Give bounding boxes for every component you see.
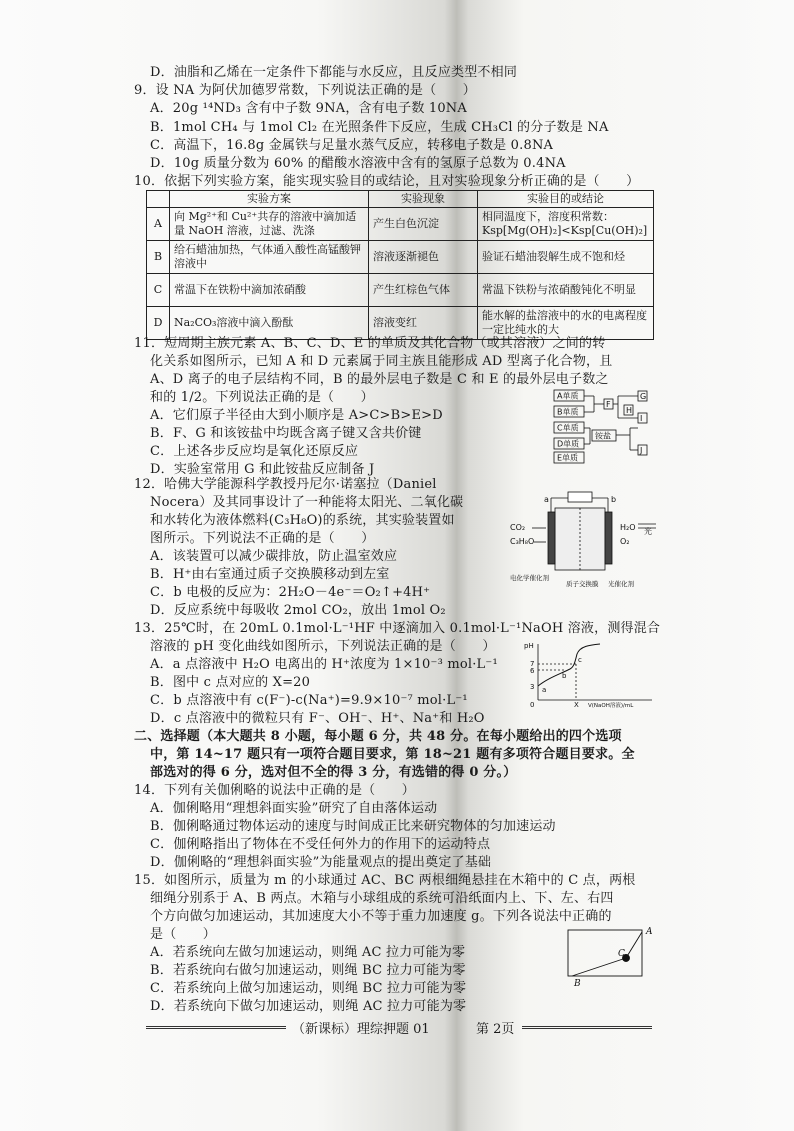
q12-option-b: B．H⁺由右室通过质子交换膜移动到左室 [150, 567, 390, 582]
q15-option-c: C．若系统向上做匀加速运动，则绳 BC 拉力可能为零 [150, 981, 467, 996]
q14-option-d: D．伽俐略的“理想斜面实验”为能量观点的提出奠定了基础 [150, 855, 492, 870]
table-cell: 相同温度下，溶度积常数：Ksp[Mg(OH)₂]<Ksp[Cu(OH)₂] [478, 208, 654, 241]
q14-option-a: A．伽俐略用“理想斜面实验”研究了自由落体运动 [150, 801, 438, 816]
ph-axis-label: pH [524, 642, 534, 650]
q15-stem-4: 是（ ） [150, 927, 217, 942]
table-cell: 能水解的盐溶液中的水的电离程度一定比纯水的大 [478, 307, 654, 340]
q9-option-a: A．20g ¹⁴ND₃ 含有中子数 9NA，含有电子数 10NA [150, 101, 467, 116]
q12-option-c: C．b 电极的反应为：2H₂O－4e⁻＝O₂↑+4H⁺ [150, 585, 431, 600]
q13-option-d: D．c 点溶液中的微粒只有 F⁻、OH⁻、H⁺、Na⁺和 H₂O [150, 711, 485, 726]
co2-label: CO₂ [510, 523, 526, 532]
q9-stem: 9．设 NA 为阿伏加德罗常数，下列说法正确的是（ ） [134, 83, 476, 98]
section2-stem-1: 二、选择题（本大题共 8 小题，每小题 6 分，共 48 分。在每小题给出的四个选项 [134, 729, 622, 744]
table-cell: B [147, 241, 170, 274]
label-g: G [640, 392, 647, 401]
q9-option-b: B．1mol CH₄ 与 1mol Cl₂ 在光照条件下反应，生成 CH₃Cl 的分子数是 NA [150, 120, 609, 135]
box-d-label: D单质 [557, 439, 580, 449]
table-cell: 向 Mg²⁺和 Cu²⁺共存的溶液中滴加适量 NaOH 溶液，过滤、洗涤 [170, 208, 369, 241]
table-header-cell [147, 191, 170, 208]
q13-option-b: B．图中 c 点对应的 X=20 [150, 675, 311, 690]
q9-option-c: C．高温下，16.8g 金属铁与足量水蒸气反应，转移电子数是 0.8NA [150, 138, 554, 153]
box-e-label: E单质 [557, 453, 579, 463]
q15-box-diagram [562, 924, 662, 990]
box-c-label: C单质 [557, 423, 579, 433]
q13-stem-2: 溶液的 pH 变化曲线如图所示，下列说法正确的是（ ） [150, 639, 496, 654]
q11-transformation-diagram [552, 388, 652, 466]
q11-option-c: C．上述各步反应均是氧化还原反应 [150, 444, 359, 459]
table-row [147, 241, 654, 274]
q12-stem-4: 图所示。下列说法不正确的是（ ） [150, 531, 375, 546]
section2-stem-3: 部选对的得 6 分，选对但不全的得 3 分，有选错的得 0 分。） [150, 765, 517, 780]
proton-exchange-membrane-label: 质子交换膜 [566, 580, 599, 588]
q11-stem-3: A、D 离子的电子层结构不同，B 的最外层电子数是 C 和 E 的最外层电子数之 [150, 372, 609, 387]
q12-option-d: D．反应系统中每吸收 2mol CO₂，放出 1mol O₂ [150, 603, 446, 618]
table-cell: 溶液逐渐褪色 [369, 241, 478, 274]
electrode-b-label: b [611, 495, 617, 504]
section2-stem-2: 中，第 14~17 题只有一项符合题目要求，第 18~21 题有多项符合题目要求。全 [150, 747, 635, 762]
table-cell: A [147, 208, 170, 241]
table-cell: 常温下在铁粉中滴加浓硝酸 [170, 274, 369, 307]
q15-option-a: A．若系统向左做匀加速运动，则绳 AC 拉力可能为零 [150, 945, 466, 960]
q14-stem: 14．下列有关伽俐略的说法中正确的是（ ） [134, 783, 415, 798]
q12-stem-2: Nocera）及其同事设计了一种能将太阳光、二氧化碳 [150, 495, 464, 510]
table-cell: 给石蜡油加热，气体通入酸性高锰酸钾溶液中 [170, 241, 369, 274]
footer-page-number: 第 2页 [476, 1022, 515, 1037]
q13-ph-curve [520, 640, 660, 710]
light-label: 光 [644, 527, 652, 536]
point-a: a [542, 686, 547, 694]
x-tick: X [574, 701, 579, 709]
box-b-label: B单质 [557, 407, 579, 417]
q12-stem-3: 和水转化为液体燃料(C₃H₈O)的系统，其实验装置如 [150, 513, 455, 528]
q13-stem-1: 13．25℃时，在 20mL 0.1mol·L⁻¹HF 中逐滴加入 0.1mol·L⁻¹NaOH 溶液，测得混合 [134, 621, 661, 636]
footer-rule-left [146, 1026, 286, 1029]
tick-0: 0 [530, 701, 535, 709]
q11-option-a: A．它们原子半径由大到小顺序是 A>C>B>E>D [150, 408, 443, 423]
q12-stem-1: 12．哈佛大学能源科学教授丹尼尔·诺塞拉（Daniel [134, 477, 437, 492]
q11-stem-4: 和的 1/2。下列说法正确的是（ ） [150, 390, 374, 405]
tick-7: 7 [530, 660, 535, 668]
q11-stem-1: 11．短周期主族元素 A、B、C、D、E 的单质及其化合物（或其溶液）之间的转 [134, 336, 606, 351]
q12-option-a: A．该装置可以减少碳排放，防止温室效应 [150, 549, 398, 564]
o2-label: O₂ [620, 537, 630, 546]
box-ammonium-salt-label: 铵盐 [595, 431, 611, 441]
table-header-row [147, 191, 654, 208]
c3h8o-label: C₃H₈O [510, 537, 535, 546]
q11-option-d: D．实验室常用 G 和此铵盐反应制备 J [150, 462, 375, 477]
q14-option-c: C．伽俐略指出了物体在不受任何外力的作用下的运动特点 [150, 837, 491, 852]
table-cell: 常温下铁粉与浓硝酸钝化不明显 [478, 274, 654, 307]
x-axis-label: V(NaOH溶液)/mL [588, 703, 634, 709]
point-a-label: A [646, 927, 653, 937]
tick-3: 3 [530, 683, 535, 691]
label-f: F [606, 400, 611, 409]
point-c-label: C [618, 949, 625, 959]
q15-option-b: B．若系统向右做匀加速运动，则绳 BC 拉力可能为零 [150, 963, 466, 978]
wooden-box [568, 930, 642, 976]
label-i: I [640, 414, 643, 423]
footer-title: （新课标）理综押题 01 [292, 1022, 430, 1037]
q15-option-d: D．若系统向下做匀加速运动，则绳 AC 拉力可能为零 [150, 999, 467, 1014]
table-row [147, 274, 654, 307]
q13-option-c: C．b 点溶液中有 c(F⁻)-c(Na⁺)=9.9×10⁻⁷ mol·L⁻¹ [150, 693, 468, 708]
electrode-a-label: a [544, 495, 549, 504]
table-cell: 产生红棕色气体 [369, 274, 478, 307]
photocatalyst-label: 光催化剂 [608, 580, 634, 588]
q12-electrolysis-apparatus [510, 490, 660, 600]
label-h: H [626, 406, 633, 415]
q11-stem-2: 化关系如图所示，已知 A 和 D 元素属于同主族且能形成 AD 型离子化合物，且 [150, 354, 613, 369]
q14-option-b: B．伽俐略通过物体运动的速度与时间成正比来研究物体的匀加速运动 [150, 819, 556, 834]
q11-option-b: B．F、G 和该铵盐中均既含离子键又含共价键 [150, 426, 422, 441]
electrochemical-catalyst-label: 电化学催化剂 [510, 574, 549, 582]
left-electrode [548, 512, 555, 564]
box-a-label: A单质 [557, 391, 579, 401]
label-j: J [640, 446, 643, 455]
table-cell: 溶液变红 [369, 307, 478, 340]
table-header-cell: 实验方案 [170, 191, 369, 208]
h2o-label: H₂O [620, 523, 636, 532]
table-cell: Na₂CO₃溶液中滴入酚酞 [170, 307, 369, 340]
point-b: b [562, 672, 567, 680]
table-cell: 验证石蜡油裂解生成不饱和烃 [478, 241, 654, 274]
tick-6: 6 [530, 667, 535, 675]
right-electrode [605, 512, 612, 564]
q13-option-a: A．a 点溶液中 H₂O 电离出的 H⁺浓度为 1×10⁻³ mol·L⁻¹ [150, 657, 498, 672]
q10-table [146, 190, 654, 340]
q15-stem-1: 15．如图所示，质量为 m 的小球通过 AC、BC 两根细绳悬挂在木箱中的 C 点，两根 [134, 873, 636, 888]
q10-stem: 10．依据下列实验方案，能实现实验目的或结论，且对实验现象分析正确的是（ ） [134, 174, 640, 189]
table-row [147, 208, 654, 241]
q15-stem-2: 细绳分别系于 A、B 两点。木箱与小球组成的系统可沿纸面内上、下、左、右四 [150, 891, 614, 906]
q15-stem-3: 个方向做匀加速运动，其加速度大小不等于重力加速度 g。下列各说法中正确的 [150, 909, 612, 924]
table-header-cell: 实验现象 [369, 191, 478, 208]
footer-rule-right [522, 1026, 652, 1029]
q8-option-d: D．油脂和乙烯在一定条件下都能与水反应，且反应类型不相同 [150, 65, 518, 80]
table-cell: 产生白色沉淀 [369, 208, 478, 241]
point-c: c [578, 656, 582, 664]
table-cell: C [147, 274, 170, 307]
point-b-label: B [574, 979, 581, 989]
table-cell: D [147, 307, 170, 340]
q9-option-d: D．10g 质量分数为 60% 的醋酸水溶液中含有的氢原子总数为 0.4NA [150, 156, 566, 171]
table-header-cell: 实验目的或结论 [478, 191, 654, 208]
